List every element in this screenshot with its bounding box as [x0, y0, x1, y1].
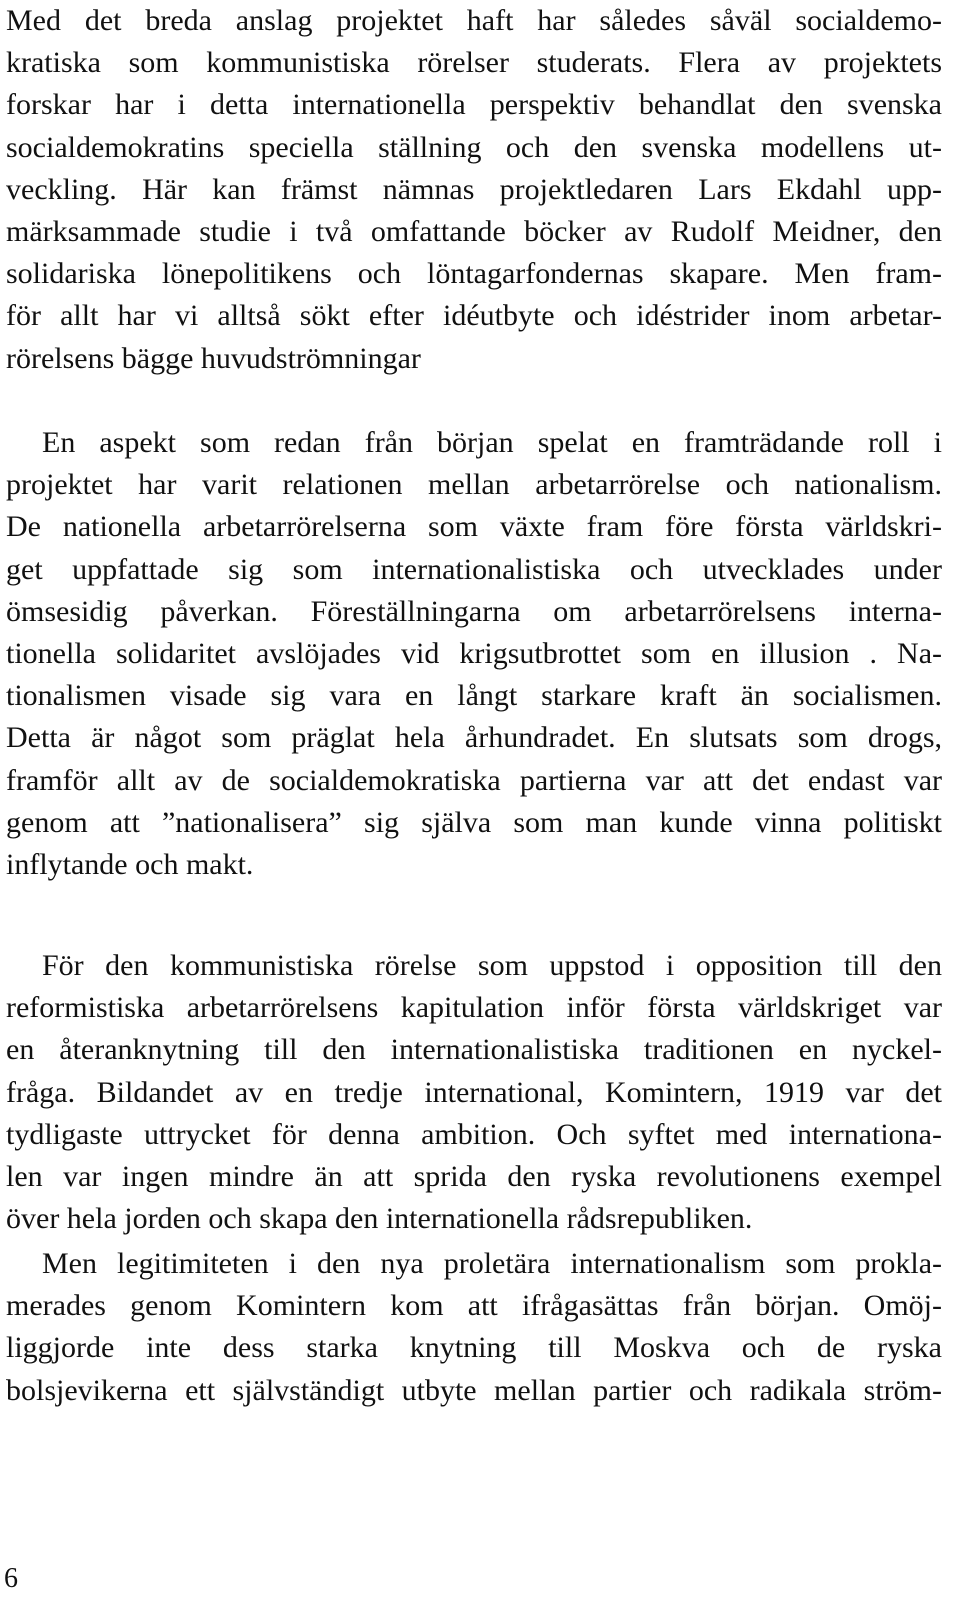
text-line: projektet har varit relationen mellan arbetarrörelse och nationalism.	[6, 468, 942, 502]
text-line: De nationella arbetarrörelserna som växte fram före första världskri-	[6, 510, 942, 544]
text-line: över hela jorden och skapa den internationella rådsrepubliken.	[6, 1202, 753, 1236]
text-line: För den kommunistiska rörelse som uppstod i opposition till den	[42, 949, 942, 982]
text-line: Med det breda anslag projektet haft har således såväl socialdemo-	[6, 4, 942, 37]
text-line: forskar har i detta internationella perspektiv behandlat den svenska	[6, 88, 942, 122]
paragraph-3	[6, 945, 942, 1240]
text-line: bolsjevikerna ett självständigt utbyte mellan partier och radikala ström-	[6, 1373, 942, 1407]
text-line: solidariska lönepolitikens och löntagarfondernas skapare. Men fram-	[6, 257, 942, 291]
text-line: kratiska som kommunistiska rörelser studerats. Flera av projektets	[6, 46, 942, 80]
page-number: 6	[4, 1563, 18, 1594]
text-line: veckling. Här kan främst nämnas projektledaren Lars Ekdahl upp-	[6, 172, 942, 206]
text-line: reformistiska arbetarrörelsens kapitulation inför första världskriget var	[6, 991, 942, 1025]
text-line: fråga. Bildandet av en tredje international, Komintern, 1919 var det	[6, 1075, 942, 1109]
text-line: merades genom Komintern kom att ifrågasättas från början. Omöj-	[6, 1289, 942, 1323]
text-line: socialdemokratins speciella ställning och den svenska modellens ut-	[6, 130, 942, 164]
text-line: liggjorde inte dess starka knytning till Moskva och de ryska	[6, 1331, 942, 1365]
paragraph-4	[6, 1243, 942, 1412]
text-line: get uppfattade sig som internationalistiska och utvecklades under	[6, 552, 942, 586]
text-line: tionella solidaritet avslöjades vid krigsutbrottet som en illusion . Na-	[6, 636, 942, 670]
text-line: Men legitimiteten i den nya proletära internationalism som prokla-	[42, 1247, 942, 1280]
text-line: framför allt av de socialdemokratiska partierna var att det endast var	[6, 763, 942, 797]
text-line: len var ingen mindre än att sprida den ryska revolutionens exempel	[6, 1159, 942, 1193]
text-line: märksammade studie i två omfattande böcker av Rudolf Meidner, den	[6, 214, 942, 248]
text-line: ömsesidig påverkan. Föreställningarna om arbetarrörelsens interna-	[6, 594, 942, 628]
text-line: för allt har vi alltså sökt efter idéutbyte och idéstrider inom arbetar-	[6, 299, 942, 333]
text-line: En aspekt som redan från början spelat en framträdande roll i	[42, 426, 942, 459]
text-line: tydligaste uttrycket för denna ambition. Och syftet med internationa-	[6, 1117, 942, 1151]
text-line: inflytande och makt.	[6, 847, 254, 881]
text-line: en återanknytning till den internationalistiska traditionen en nyckel-	[6, 1033, 942, 1067]
paragraph-2	[6, 422, 942, 886]
text-line: Detta är något som präglat hela århundradet. En slutsats som drogs,	[6, 721, 942, 755]
text-line: tionalismen visade sig vara en långt starkare kraft än socialismen.	[6, 679, 942, 713]
text-line: genom att ”nationalisera” sig själva som man kunde vinna politiskt	[6, 805, 942, 839]
paragraph-1	[6, 0, 942, 380]
text-line: rörelsens bägge huvudströmningar	[6, 341, 421, 375]
